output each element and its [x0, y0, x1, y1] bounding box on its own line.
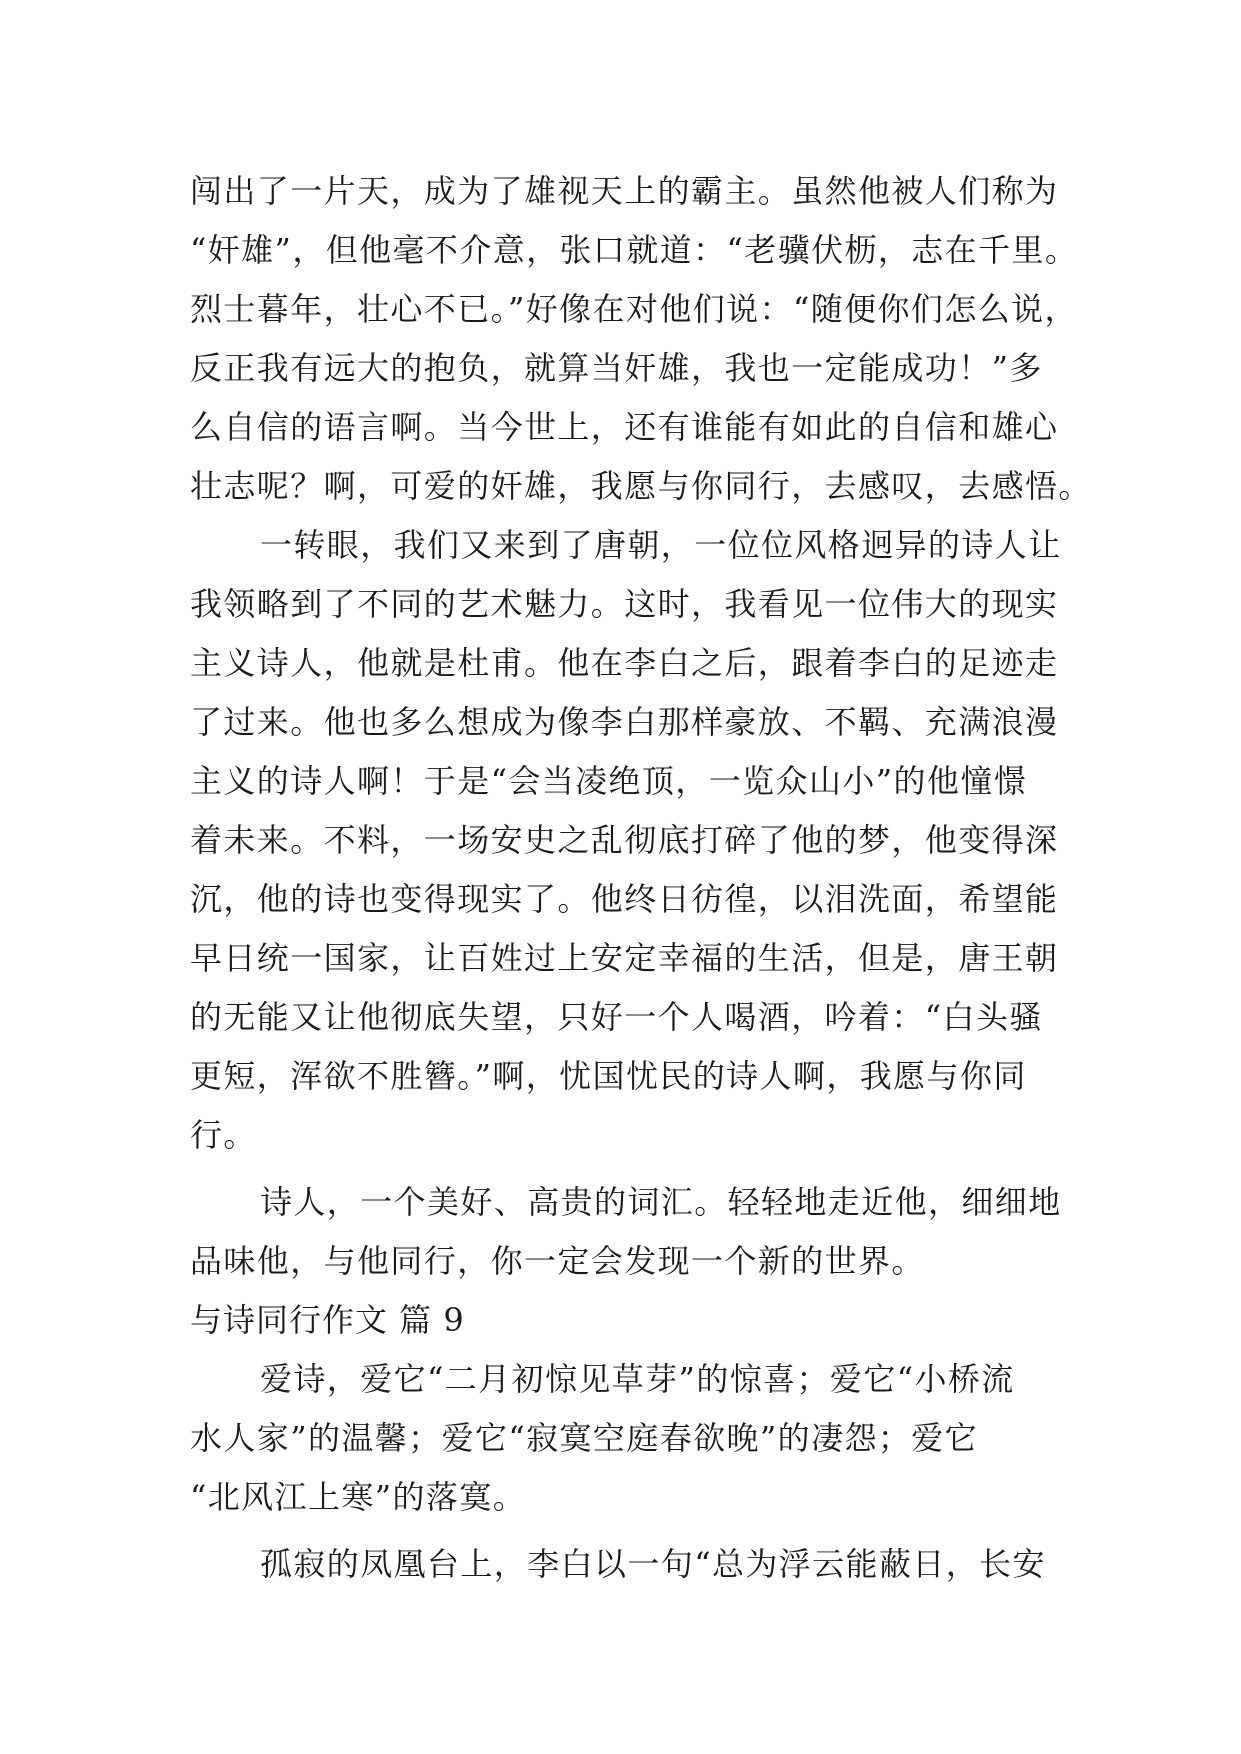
- essay-body: [190, 162, 1090, 1594]
- text-line: 了过来。他也多么想成为像李白那样豪放、不羁、充满浪漫: [190, 703, 1059, 741]
- text-line: “北风江上寒”的落寞。: [190, 1478, 527, 1516]
- text-line: 水人家”的温馨；爱它“寂寞空庭春欲晚”的凄怨；爱它: [190, 1419, 979, 1457]
- paragraph-start-line: 孤寂的凤凰台上，李白以一句“总为浮云能蔽日，长安: [260, 1545, 1046, 1583]
- text-line: 的无能又让他彻底失望，只好一个人喝酒，吟着：“白头骚: [190, 998, 1043, 1036]
- paragraph-start-line: 爱诗，爱它“二月初惊见草芽”的惊喜；爱它“小桥流: [260, 1360, 1015, 1398]
- text-line: 壮志呢？啊，可爱的奸雄，我愿与你同行，去感叹，去感悟。: [190, 467, 1092, 505]
- text-line: 反正我有远大的抱负，就算当奸雄，我也一定能成功！”多: [190, 349, 1043, 387]
- text-line: “奸雄”，但他毫不介意，张口就道：“老骥伏枥，志在千里。: [190, 231, 1079, 269]
- text-line: 品味他，与他同行，你一定会发现一个新的世界。: [190, 1242, 925, 1280]
- text-line: 我领略到了不同的艺术魅力。这时，我看见一位伟大的现实: [190, 585, 1059, 623]
- section-heading: 与诗同行作文 篇 9: [190, 1301, 465, 1339]
- paragraph-start-line: 一转眼，我们又来到了唐朝，一位位风格迥异的诗人让: [260, 526, 1062, 564]
- text-line: 沉，他的诗也变得现实了。他终日彷徨，以泪洗面，希望能: [190, 880, 1059, 918]
- text-line: 么自信的语言啊。当今世上，还有谁能有如此的自信和雄心: [190, 408, 1059, 446]
- text-line: 主义的诗人啊！于是“会当凌绝顶，一览众山小”的他憧憬: [190, 762, 1028, 800]
- text-line: 行。: [190, 1116, 257, 1154]
- text-line: 烈士暮年，壮心不已。”好像在对他们说：“随便你们怎么说，: [190, 290, 1078, 328]
- text-line: 着未来。不料，一场安史之乱彻底打碎了他的梦，他变得深: [190, 821, 1059, 859]
- text-line: 闯出了一片天，成为了雄视天上的霸主。虽然他被人们称为: [190, 172, 1059, 210]
- paragraph-start-line: 诗人，一个美好、高贵的词汇。轻轻地走近他，细细地: [260, 1183, 1062, 1221]
- text-line: 更短，浑欲不胜簪。”啊，忧国忧民的诗人啊，我愿与你同: [190, 1057, 1027, 1095]
- text-line: 主义诗人，他就是杜甫。他在李白之后，跟着李白的足迹走: [190, 644, 1059, 682]
- text-line: 早日统一国家，让百姓过上安定幸福的生活，但是，唐王朝: [190, 939, 1059, 977]
